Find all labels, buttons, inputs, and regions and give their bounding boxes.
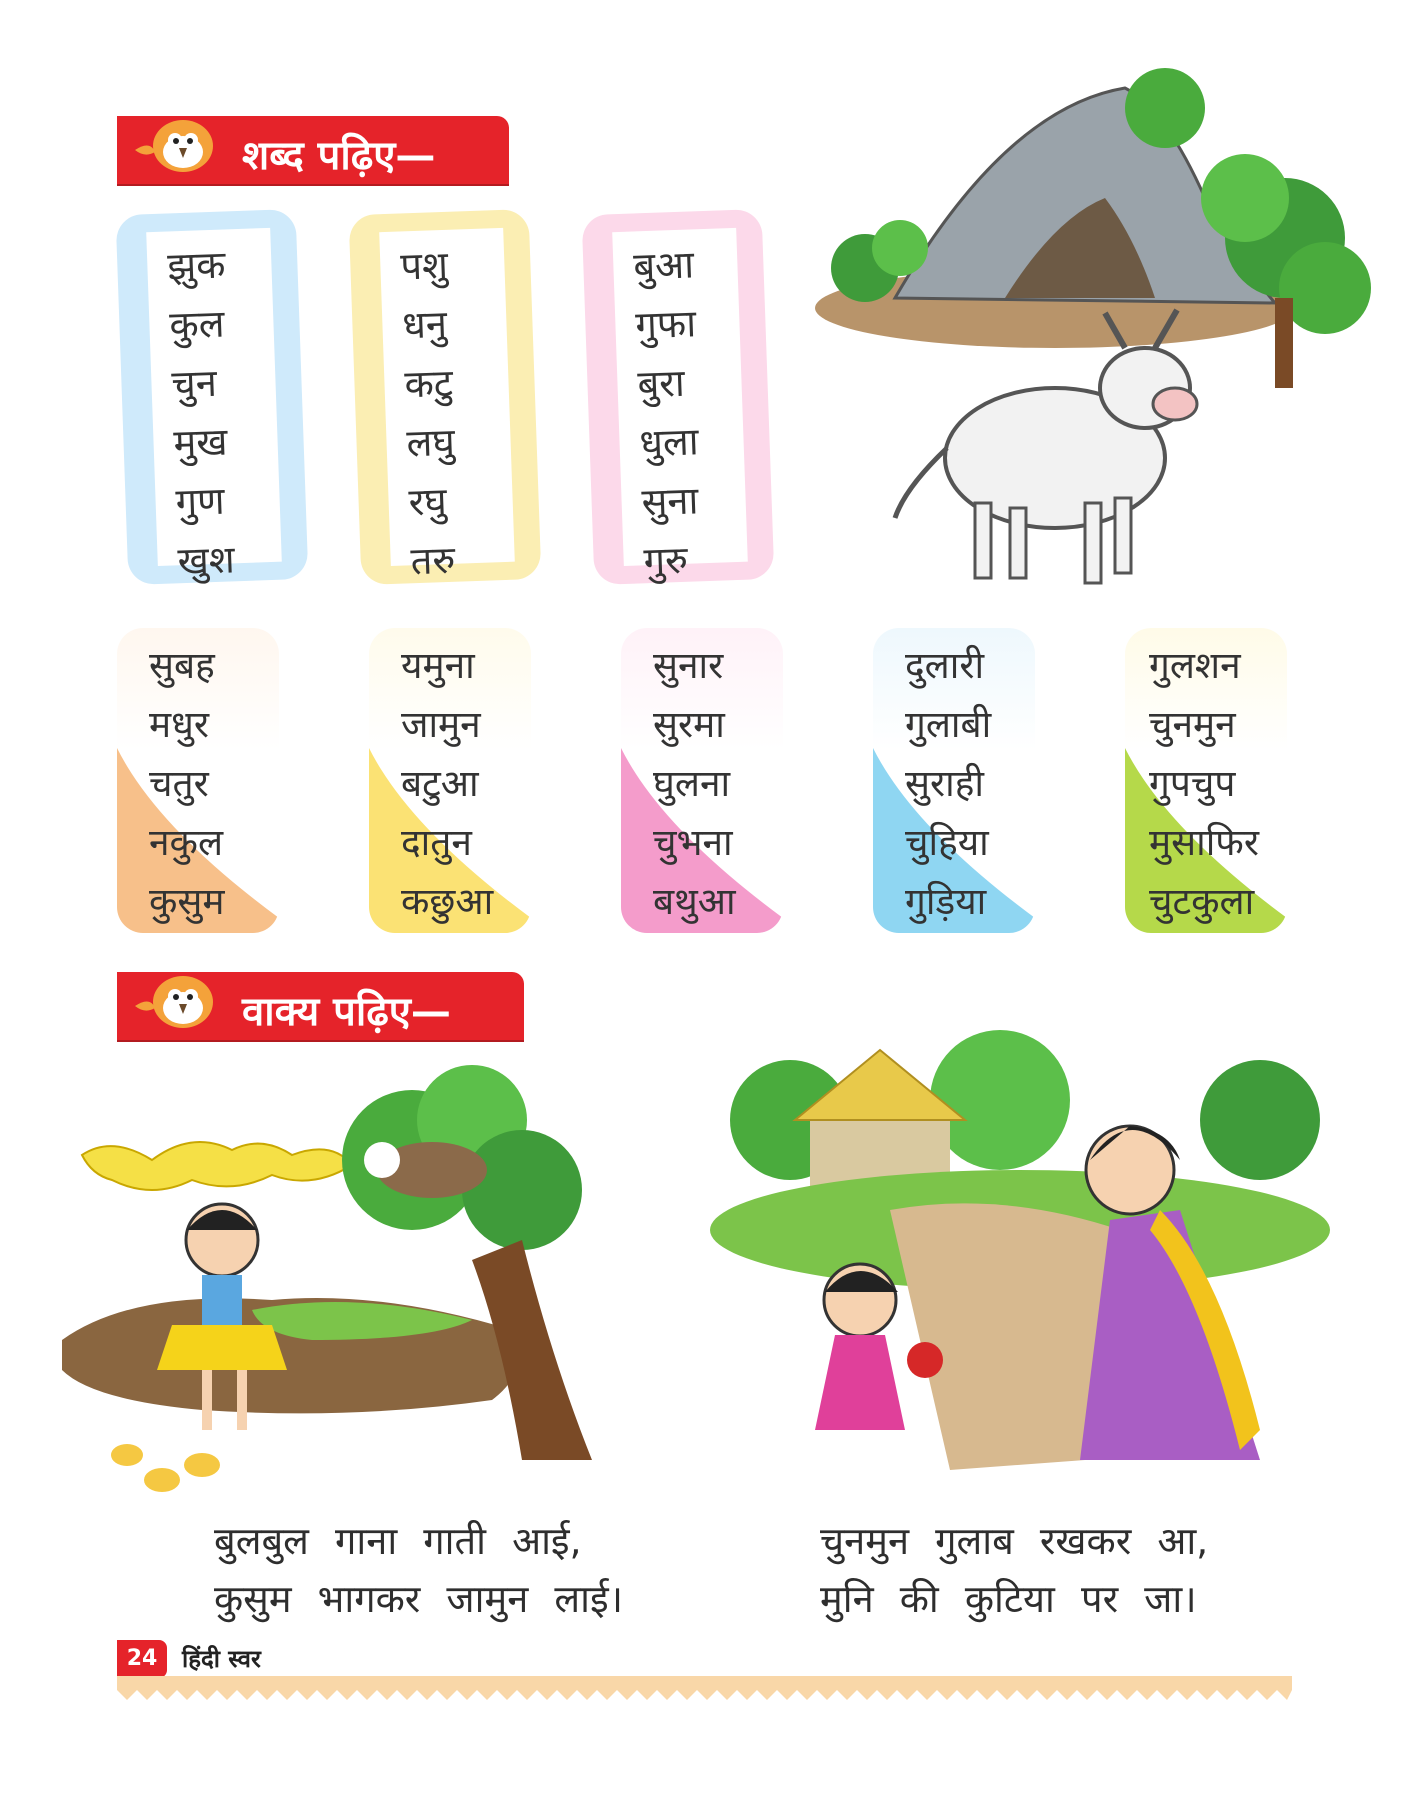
word-card-3 — [621, 628, 783, 933]
word-card-2 — [369, 628, 531, 933]
word-column-3 — [582, 209, 775, 585]
word-list: गुलशन चुनमुन गुपचुप मुसाफिर चुटकुला — [1149, 644, 1259, 923]
sentence-line: चुनमुन गुलाब रखकर आ, — [820, 1519, 1209, 1563]
word-list: दुलारी गुलाबी सुराही चुहिया गुड़िया — [905, 644, 992, 923]
sentence-line: मुनि की कुटिया पर जा। — [820, 1577, 1197, 1621]
section-header-words — [117, 116, 509, 184]
section-title: वाक्य पढ़िए— — [242, 989, 451, 1035]
section-title: शब्द पढ़िए— — [242, 133, 436, 179]
page-number: 24 — [117, 1640, 167, 1678]
word-list: यमुना जामुन बटुआ दातुन कछुआ — [401, 644, 494, 923]
section-header-sentences — [117, 972, 524, 1040]
word-card-5 — [1125, 628, 1287, 933]
word-list: सुबह मधुर चतुर नकुल कुसुम — [149, 644, 225, 923]
girl-bulbul-illustration — [52, 1040, 632, 1500]
word-card-4 — [873, 628, 1035, 933]
sentence-line: कुसुम भागकर जामुन लाई। — [214, 1577, 624, 1621]
cave-cow-illustration — [805, 48, 1405, 608]
word-list: झुक कुल चुन मुख गुण खुश — [166, 242, 236, 584]
sentences-right — [820, 1512, 1208, 1628]
word-list: पशु धनु कटु लघु रघु तरु — [399, 242, 456, 584]
word-list: बुआ गुफा बुरा धुला सुना गुरु — [632, 242, 700, 584]
footer-band — [117, 1676, 1292, 1704]
word-card-1 — [117, 628, 279, 933]
bird-mascot-icon — [125, 966, 225, 1038]
word-list: सुनार सुरमा घुलना चुभना बथुआ — [653, 644, 736, 923]
word-column-1 — [116, 209, 309, 585]
book-title: हिंदी स्वर — [182, 1645, 261, 1673]
mother-girl-illustration — [700, 1030, 1340, 1500]
sentence-line: बुलबुल गाना गाती आई, — [214, 1519, 582, 1563]
bird-mascot-icon — [125, 110, 225, 182]
sentences-left — [214, 1512, 623, 1628]
word-column-2 — [349, 209, 542, 585]
